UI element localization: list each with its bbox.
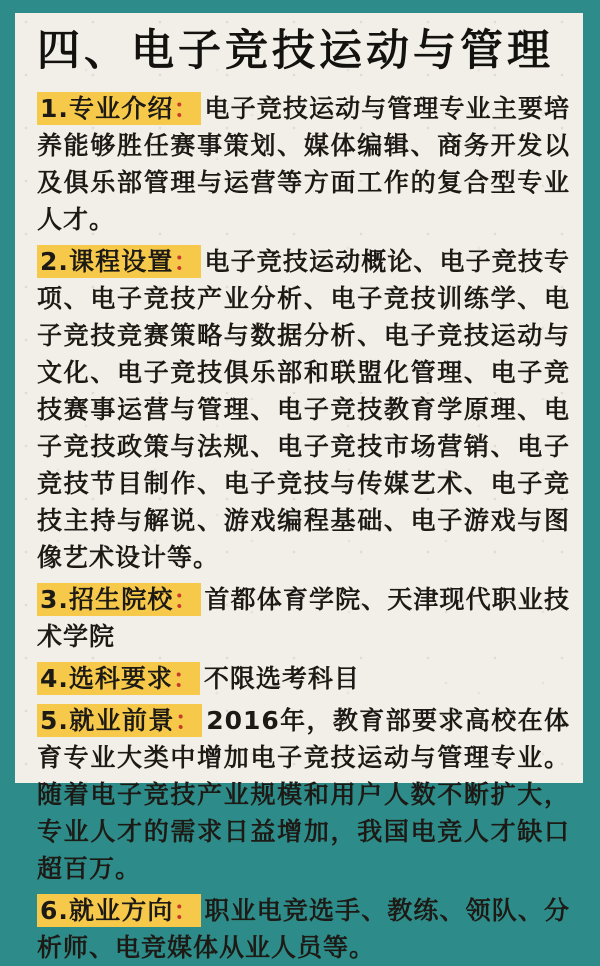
section-label-highlight [37, 662, 200, 695]
section-paragraph [37, 243, 570, 576]
section-text: 2016年，教育部要求高校在体育专业大类中增加电子竞技运动与管理专业。随着电子竞技产业规模和用户人数不断扩大，专业人才的需求日益增加，我国电竞人才缺口超百万。 [37, 706, 570, 884]
section-text: 不限选考科目 [203, 664, 360, 694]
section-paragraph [37, 581, 570, 655]
section-paragraph [37, 90, 570, 238]
section-label: 3.招生院校 [40, 585, 174, 615]
paper-card [15, 13, 583, 963]
section-label-highlight [37, 92, 201, 125]
section-text: 首都体育学院、天津现代职业技术学院 [37, 585, 570, 652]
page-title: 四、电子竞技运动与管理 [37, 26, 554, 76]
section-paragraph [37, 892, 570, 966]
section-text: 电子竞技运动与管理专业主要培养能够胜任赛事策划、媒体编辑、商务开发以及俱乐部管理与运营等方面工作的复合型专业人才。 [37, 94, 570, 235]
section-label-colon: ： [172, 664, 199, 694]
section-paragraph [37, 702, 570, 887]
section-label: 1.专业介绍 [40, 94, 174, 124]
section-label-colon: ： [173, 94, 200, 124]
section-label-highlight [37, 704, 202, 737]
section-label-colon: ： [173, 896, 200, 926]
section-text: 职业电竞选手、教练、领队、分析师、电竞媒体从业人员等。 [37, 896, 570, 963]
section-label-highlight [37, 245, 201, 278]
section-label-colon: ： [174, 706, 202, 736]
section-label-highlight [37, 583, 201, 616]
sections-list [37, 90, 570, 966]
section-label: 2.课程设置 [40, 247, 174, 277]
section-text: 电子竞技运动概论、电子竞技专项、电子竞技产业分析、电子竞技训练学、电子竞技竞赛策略与数据分析、电子竞技运动与文化、电子竞技俱乐部和联盟化管理、电子竞技赛事运营与管理、电子竞技教育学原理、电子竞技政策与法规、电子竞技市场营销、电子竞技节目制作、电子竞技与传媒艺术、电子竞技主持与解说、游戏编程基础、电子游戏与图像艺术设计等。 [37, 247, 570, 573]
section-label-colon: ： [173, 247, 200, 277]
section-label: 6.就业方向 [40, 896, 174, 926]
section-paragraph [37, 660, 570, 697]
section-label-colon: ： [173, 585, 200, 615]
section-label-highlight [37, 894, 201, 927]
section-label: 5.就业前景 [40, 706, 175, 736]
section-label: 4.选科要求 [40, 664, 173, 694]
